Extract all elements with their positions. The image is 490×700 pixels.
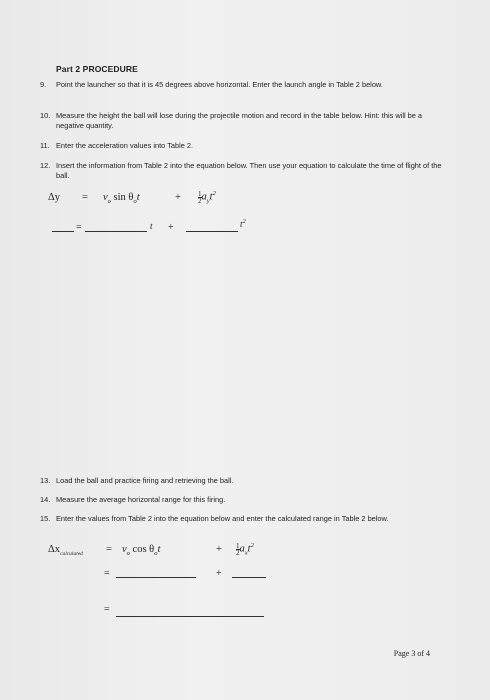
step-number: 10.: [40, 111, 51, 120]
eq1-blank-dy[interactable]: [52, 231, 74, 232]
section-heading: Part 2 PROCEDURE: [56, 64, 138, 74]
eq1-blank-accel[interactable]: [186, 231, 238, 232]
step-number: 14.: [40, 495, 51, 504]
eq1-equals: =: [82, 192, 88, 203]
eq2-blank-result[interactable]: [116, 616, 264, 617]
eq2-term1: $v_o$ $\cos \theta_ot$: [122, 544, 161, 558]
eq2-line3-equals: =: [104, 604, 110, 615]
eq1-term2: $\frac{1}{2}$ $a_yt^2$: [198, 189, 216, 205]
step-number: 15.: [40, 514, 51, 523]
step-text: Enter the values from Table 2 into the equation below and enter the calculated range in Table 2 below.: [56, 514, 389, 523]
eq1-line2-equals: =: [76, 222, 82, 233]
eq1-line2-t2: $t^2$: [240, 218, 246, 229]
step-text: Load the ball and practice firing and retrieving the ball.: [56, 476, 234, 485]
eq1-plus: +: [175, 192, 181, 203]
eq2-line2-equals: =: [104, 568, 110, 579]
eq2-plus: +: [216, 544, 222, 555]
eq1-blank-velocity[interactable]: [85, 231, 147, 232]
eq1-line2-plus: +: [168, 222, 174, 233]
step-text: Measure the height the ball will lose during the projectile motion and record in the table below. Hint: this will be a negative quantity.: [56, 111, 423, 130]
eq1-line2-t: t: [150, 221, 153, 231]
eq2-blank-velocity-term[interactable]: [116, 577, 196, 578]
step-number: 9.: [40, 80, 47, 89]
eq1-term1: $v_o$ $\sin \theta_ot$: [103, 192, 140, 206]
eq2-blank-accel-term[interactable]: [232, 577, 266, 578]
page-number: Page 3 of 4: [393, 649, 430, 658]
eq2-term2: $\frac{1}{2}$ $a_xt^2$: [236, 541, 254, 557]
eq2-line2-plus: +: [216, 568, 222, 579]
step-number: 11.: [40, 141, 50, 150]
step-number: 12.: [40, 161, 51, 170]
step-text: Insert the information from Table 2 into the equation below. Then use your equation to calculate the time of flight of the ball.: [56, 161, 442, 180]
step-text: Enter the acceleration values into Table 2.: [56, 141, 194, 150]
eq2-equals: =: [106, 544, 112, 555]
eq2-lhs: $\Delta x_{calculated}$: [48, 544, 83, 558]
step-text: Measure the average horizontal range for this firing.: [56, 495, 226, 504]
eq1-lhs: Δy: [48, 192, 61, 203]
step-number: 13.: [40, 476, 51, 485]
step-text: Point the launcher so that it is 45 degrees above horizontal. Enter the launch angle in Table 2 below.: [56, 80, 383, 89]
